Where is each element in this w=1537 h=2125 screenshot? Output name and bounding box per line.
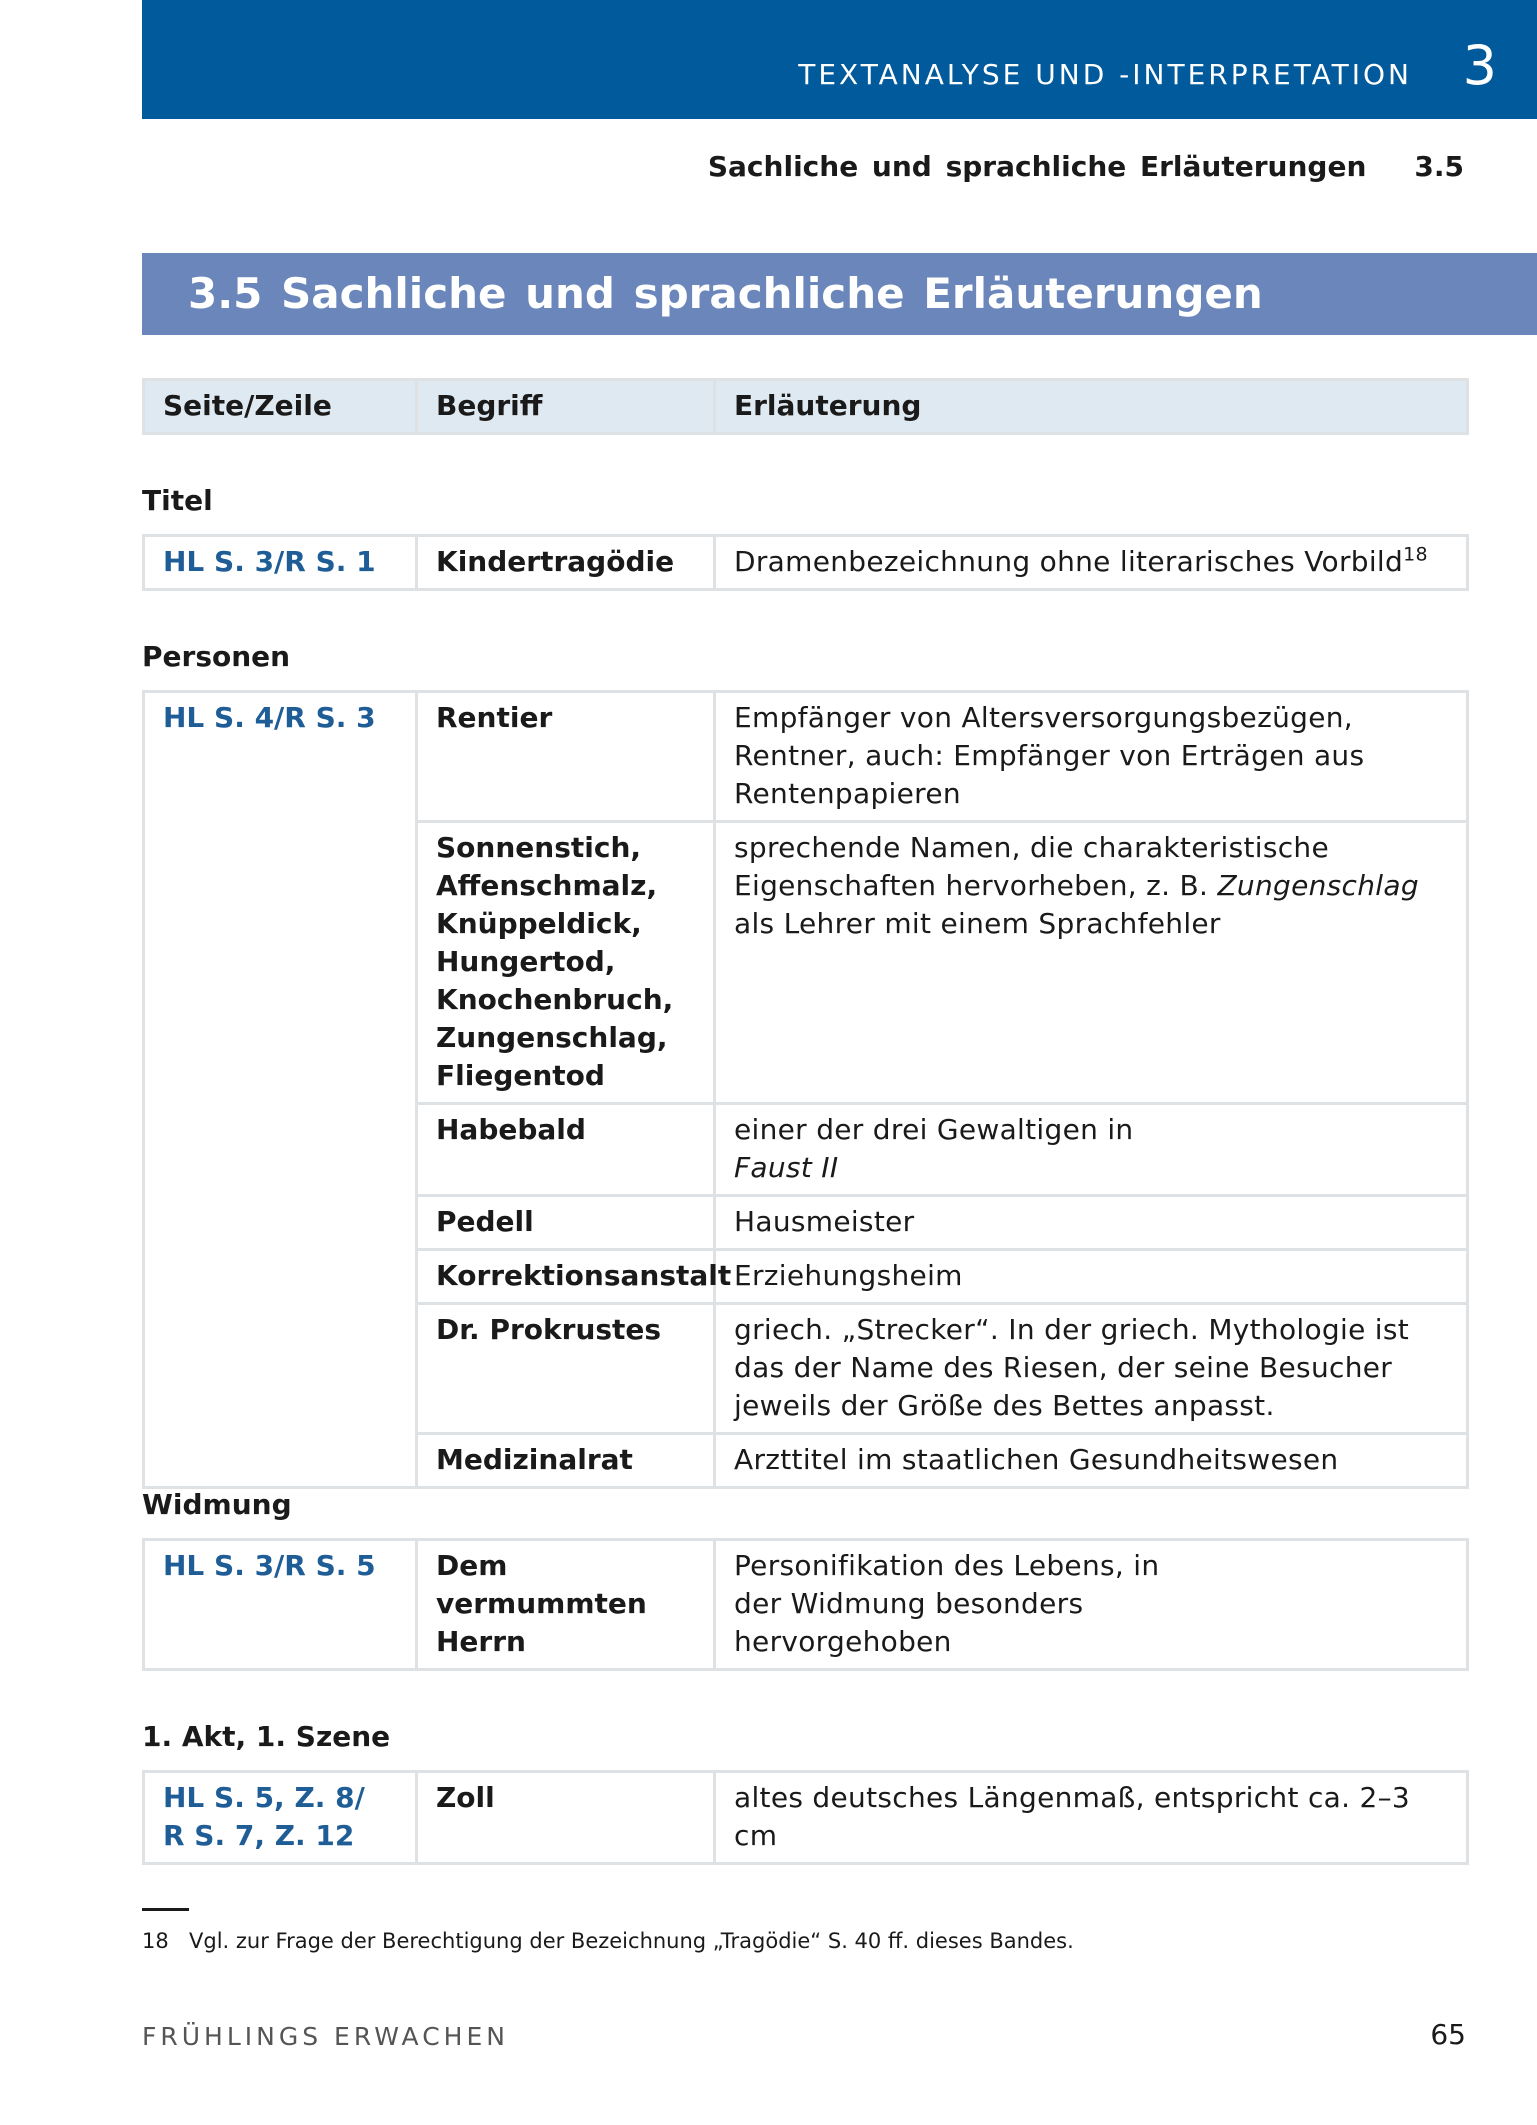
explanation-cell: griech. „Strecker“. In der griech. Mythologie ist das der Name des Riesen, der seine Besucher jeweils der Größe des Bettes anpasst. <box>715 1304 1468 1434</box>
group-label-akt1: 1. Akt, 1. Szene <box>142 1720 391 1753</box>
group-label-titel: Titel <box>142 484 213 517</box>
explanation-cell: Empfänger von Altersversorgungsbezügen, Rentner, auch: Empfänger von Erträgen aus Rentenpapieren <box>715 692 1468 822</box>
explanation-italic: Zungenschlag <box>1217 869 1419 902</box>
explanation-cell: Personifikation des Lebens, in der Widmung besonders hervorgehoben <box>715 1540 1468 1670</box>
term-cell: Kindertragödie <box>417 536 715 590</box>
table-header <box>142 378 1469 435</box>
ref-cell: HL S. 4/R S. 3 <box>144 692 417 1488</box>
table-personen <box>142 690 1469 1489</box>
table-header-row <box>144 380 1468 434</box>
ref-cell: HL S. 3/R S. 1 <box>144 536 417 590</box>
explanation-cell: Hausmeister <box>715 1196 1468 1250</box>
ref-cell: HL S. 3/R S. 5 <box>144 1540 417 1670</box>
running-title: Sachliche und sprachliche Erläuterungen <box>707 150 1367 183</box>
term-cell: Habebald <box>417 1104 715 1196</box>
footnote-marker: 18 <box>1403 543 1428 566</box>
header-erlaeuterung: Erläuterung <box>715 380 1468 434</box>
explanation-cell: Arzttitel im staatlichen Gesundheitswesen <box>715 1434 1468 1488</box>
term-cell: Dem vermummten Herrn <box>417 1540 715 1670</box>
term-cell: Rentier <box>417 692 715 822</box>
chapter-number: 3 <box>1462 34 1497 97</box>
explanation-text: Dramenbezeichnung ohne literarisches Vorbild <box>734 545 1404 578</box>
group-label-personen: Personen <box>142 640 291 673</box>
table-row <box>144 1540 1468 1670</box>
running-number: 3.5 <box>1414 150 1464 183</box>
explanation-cell: altes deutsches Längenmaß, entspricht ca. 2–3 cm <box>715 1772 1468 1864</box>
chapter-title: TEXTANALYSE UND -INTERPRETATION <box>798 58 1412 91</box>
term-cell: Zoll <box>417 1772 715 1864</box>
table-akt1 <box>142 1770 1469 1865</box>
ref-cell: HL S. 5, Z. 8/ R S. 7, Z. 12 <box>144 1772 417 1864</box>
footnote-text: Vgl. zur Frage der Berechtigung der Bezeichnung „Tragödie“ S. 40 ff. dieses Bandes. <box>189 1929 1074 1953</box>
explanation-cell <box>715 536 1468 590</box>
footer-book-title: FRÜHLINGS ERWACHEN <box>142 2022 509 2051</box>
explanation-text: sprechende Namen, die charakteristische Eigenschaften hervorheben, z. B. <box>734 831 1330 902</box>
table-row <box>144 1772 1468 1864</box>
term-cell: Medizinalrat <box>417 1434 715 1488</box>
explanation-text: einer der drei Gewaltigen in <box>734 1113 1134 1146</box>
section-title: 3.5 Sachliche und sprachliche Erläuterungen <box>188 269 1263 318</box>
running-head <box>708 150 1464 183</box>
term-cell: Sonnenstich, Affenschmalz, Knüppeldick, Hungertod, Knochenbruch, Zungenschlag, Fliegentod <box>417 822 715 1104</box>
table-row <box>144 536 1468 590</box>
explanation-cell <box>715 822 1468 1104</box>
footnote-separator <box>142 1908 189 1911</box>
header-seite-zeile: Seite/Zeile <box>144 380 417 434</box>
explanation-italic: Faust II <box>734 1151 839 1184</box>
explanation-cell <box>715 1104 1468 1196</box>
table-widmung <box>142 1538 1469 1671</box>
footnote <box>142 1929 1074 1953</box>
explanation-cell: Erziehungsheim <box>715 1250 1468 1304</box>
chapter-header-bar <box>142 0 1537 119</box>
page-number: 65 <box>1430 2018 1466 2051</box>
term-cell: Korrektionsanstalt <box>417 1250 715 1304</box>
table-titel <box>142 534 1469 591</box>
header-begriff: Begriff <box>417 380 715 434</box>
term-cell: Dr. Prokrustes <box>417 1304 715 1434</box>
table-row <box>144 692 1468 822</box>
footnote-number: 18 <box>142 1929 169 1953</box>
explanation-text: als Lehrer mit einem Sprachfehler <box>734 907 1221 940</box>
group-label-widmung: Widmung <box>142 1488 292 1521</box>
section-title-bar <box>142 253 1537 335</box>
term-cell: Pedell <box>417 1196 715 1250</box>
